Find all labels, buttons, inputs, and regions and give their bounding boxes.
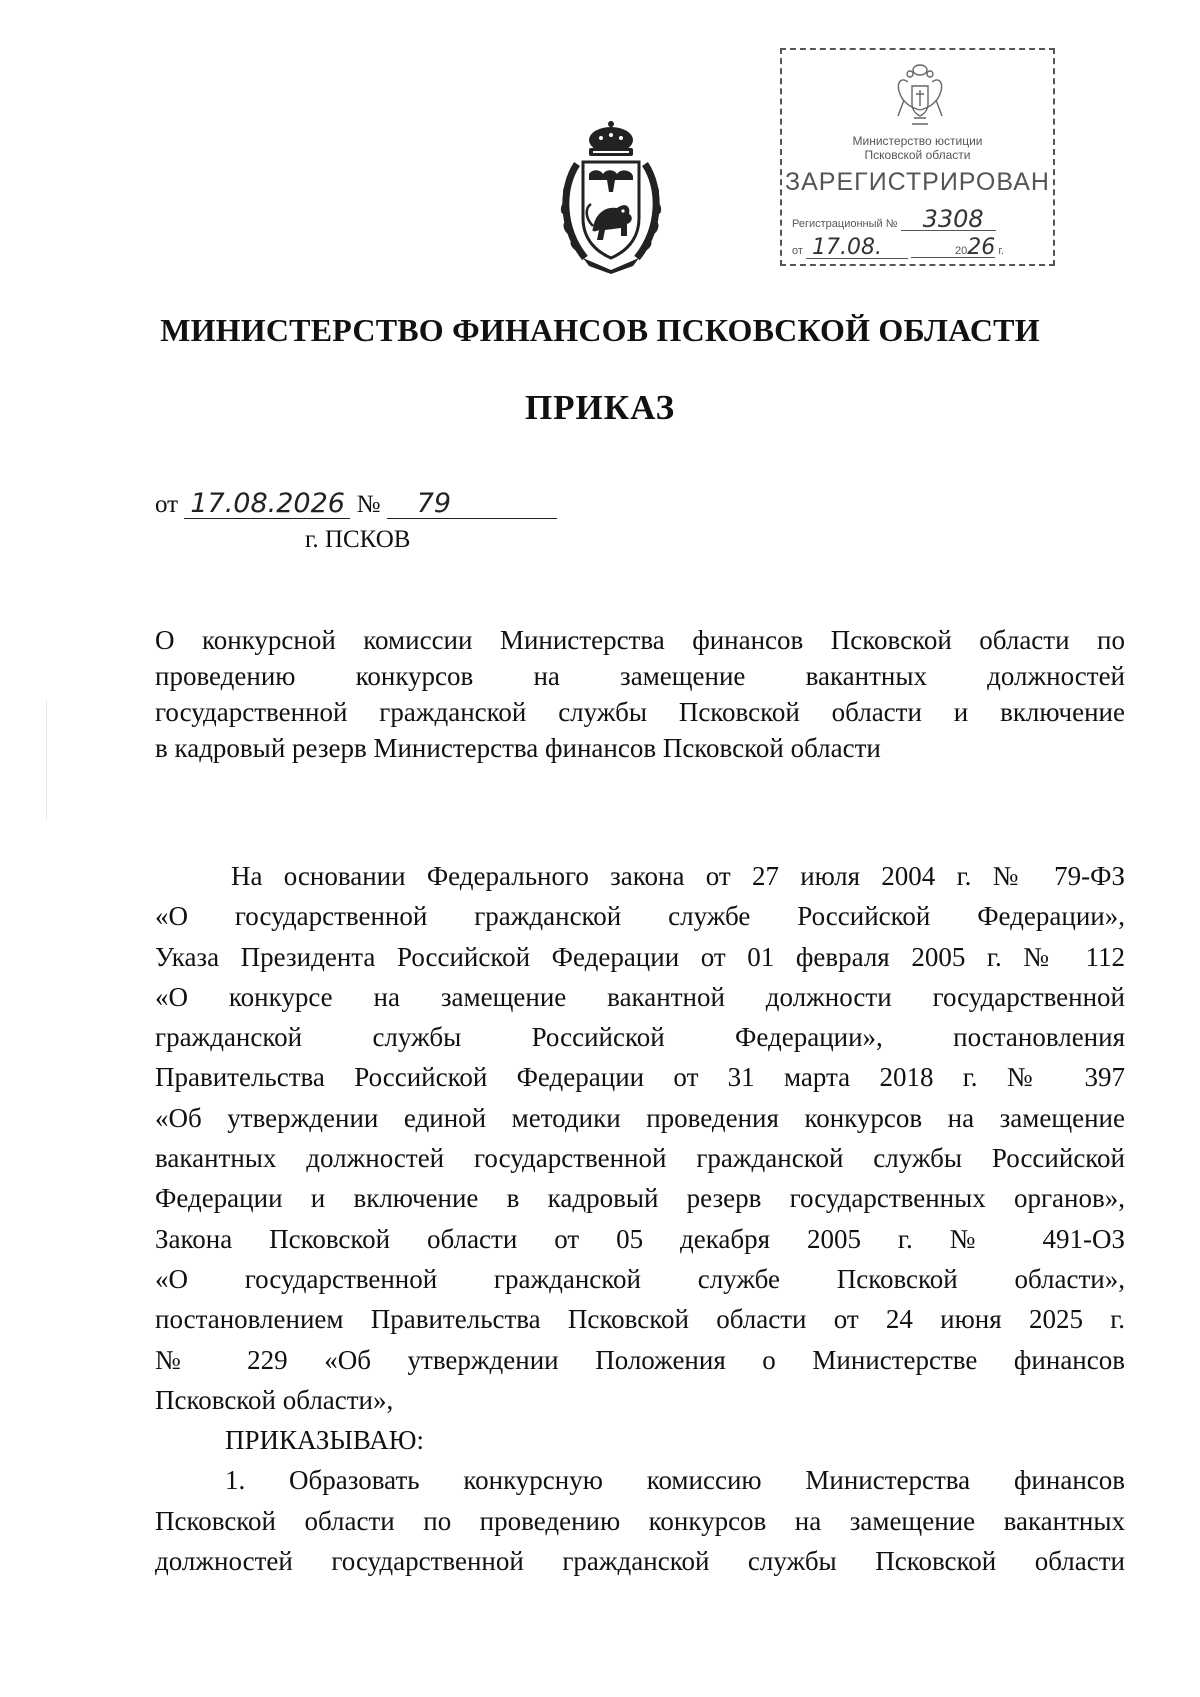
- stamp-registration-line: [792, 205, 996, 233]
- body-line: постановлением Правительства Псковской области от 24 июня 2025 г.: [155, 1304, 1125, 1335]
- title-line: проведению конкурсов на замещение вакантных должностей: [155, 661, 1125, 691]
- stamp-date-value: 17.08.: [806, 238, 908, 259]
- body-line: Закона Псковской области от 05 декабря 2005 г. № 491-ОЗ: [155, 1223, 1125, 1254]
- stamp-org-line2: Псковской области: [864, 148, 971, 162]
- number-label: №: [356, 491, 381, 518]
- body-line: № 229 «Об утверждении Положения о Министерстве финансов: [155, 1344, 1125, 1375]
- stamp-status: ЗАРЕГИСТРИРОВАН: [785, 168, 1050, 196]
- date-number-line: [155, 490, 557, 519]
- body-line: вакантных должностей государственной гражданской службы Российской: [155, 1143, 1125, 1174]
- order-directive: ПРИКАЗЫВАЮ:: [225, 1425, 424, 1456]
- stamp-date-line: [792, 235, 1005, 260]
- stamp-date-prefix: от: [792, 245, 803, 257]
- stamp-reg-number: 3308: [901, 208, 996, 231]
- body-line: Псковской области»,: [155, 1384, 394, 1415]
- body-line: «Об утверждении единой методики проведения конкурсов на замещение: [155, 1102, 1125, 1133]
- stamp-year-prefix: 20: [955, 245, 968, 257]
- russia-coat-of-arms-icon: [894, 60, 946, 130]
- body-line: «О государственной гражданской службе Псковской области»,: [155, 1263, 1125, 1294]
- title-line: в кадровый резерв Министерства финансов Псковской области: [155, 733, 881, 763]
- document-body: [155, 856, 1125, 1581]
- stamp-year-value: 26: [967, 235, 996, 260]
- body-line: Псковской области по проведению конкурсов на замещение вакантных: [155, 1505, 1125, 1536]
- stamp-year-suffix: г.: [998, 245, 1005, 257]
- number-field: 79: [387, 490, 557, 519]
- date-prefix: от: [155, 491, 179, 518]
- stamp-organization: [782, 134, 1053, 162]
- body-line: На основании Федерального закона от 27 июля 2004 г. № 79-ФЗ: [231, 861, 1125, 891]
- stamp-reg-label: Регистрационный №: [792, 218, 898, 230]
- document-title: [155, 622, 1125, 766]
- city-label: г. ПСКОВ: [305, 526, 411, 553]
- body-line: должностей государственной гражданской службы Псковской области: [155, 1546, 1125, 1577]
- document-type-heading: ПРИКАЗ: [524, 388, 676, 427]
- title-line: государственной гражданской службы Псковской области и включение: [155, 697, 1125, 727]
- stamp-org-line1: Министерство юстиции: [852, 134, 983, 148]
- body-line: «О государственной гражданской службе Российской Федерации»,: [155, 901, 1125, 932]
- registration-stamp: [780, 48, 1055, 266]
- body-line: Правительства Российской Федерации от 31 марта 2018 г. № 397: [155, 1062, 1125, 1093]
- ministry-heading: МИНИСТЕРСТВО ФИНАНСОВ ПСКОВСКОЙ ОБЛАСТИ: [160, 312, 1040, 348]
- pskov-coat-of-arms-icon: [555, 118, 667, 274]
- date-field: 17.08.2026: [184, 490, 350, 519]
- body-line: гражданской службы Российской Федерации», постановления: [155, 1022, 1125, 1053]
- body-line: Федерации и включение в кадровый резерв государственных органов»,: [155, 1183, 1125, 1214]
- title-line: О конкурсной комиссии Министерства финансов Псковской области по: [155, 625, 1125, 655]
- body-line: Указа Президента Российской Федерации от 01 февраля 2005 г. № 112: [155, 941, 1125, 972]
- body-line: 1. Образовать конкурсную комиссию Министерства финансов: [225, 1465, 1125, 1496]
- stamp-year-field: [911, 235, 996, 260]
- body-line: «О конкурсе на замещение вакантной должности государственной: [155, 981, 1125, 1012]
- scan-fold-mark: [46, 700, 47, 820]
